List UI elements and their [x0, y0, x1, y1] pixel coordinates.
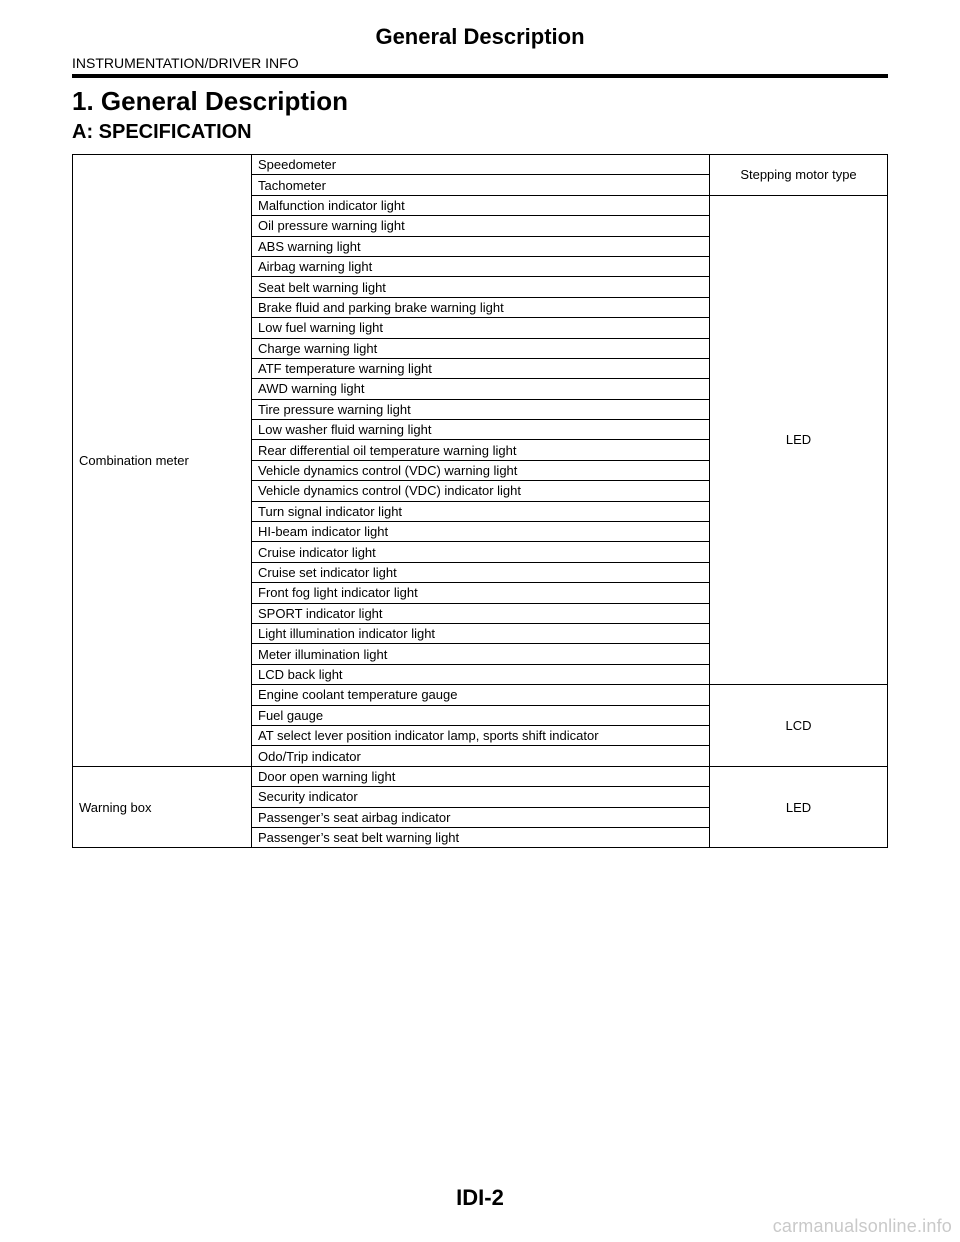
item-cell: Rear differential oil temperature warning light [252, 440, 710, 460]
type-cell: LED [710, 195, 888, 684]
item-cell: Security indicator [252, 787, 710, 807]
item-cell: Front fog light indicator light [252, 583, 710, 603]
item-cell: Vehicle dynamics control (VDC) warning light [252, 460, 710, 480]
item-cell: Malfunction indicator light [252, 195, 710, 215]
item-cell: Oil pressure warning light [252, 216, 710, 236]
watermark: carmanualsonline.info [772, 1216, 952, 1236]
item-cell: Brake fluid and parking brake warning light [252, 297, 710, 317]
item-cell: Seat belt warning light [252, 277, 710, 297]
item-cell: Door open warning light [252, 766, 710, 786]
item-cell: HI-beam indicator light [252, 522, 710, 542]
item-cell: Meter illumination light [252, 644, 710, 664]
section-heading: 1. General Description [72, 86, 348, 116]
table-row [73, 155, 888, 175]
item-cell: LCD back light [252, 664, 710, 684]
item-cell: Airbag warning light [252, 256, 710, 276]
page-header-title: General Description [375, 24, 585, 49]
item-cell: Vehicle dynamics control (VDC) indicator light [252, 481, 710, 501]
header-rule [72, 74, 888, 78]
item-cell: ABS warning light [252, 236, 710, 256]
item-cell: Speedometer [252, 155, 710, 175]
component-group-cell: Combination meter [73, 155, 252, 767]
page-header-section: INSTRUMENTATION/DRIVER INFO [72, 55, 299, 71]
item-cell: Charge warning light [252, 338, 710, 358]
item-cell: Cruise indicator light [252, 542, 710, 562]
item-cell: Light illumination indicator light [252, 623, 710, 643]
subsection-heading: A: SPECIFICATION [72, 121, 252, 143]
item-cell: Tachometer [252, 175, 710, 195]
item-cell: ATF temperature warning light [252, 358, 710, 378]
type-cell: LED [710, 766, 888, 848]
component-group-cell: Warning box [73, 766, 252, 848]
item-cell: Low fuel warning light [252, 318, 710, 338]
type-cell: LCD [710, 685, 888, 767]
item-cell: Low washer fluid warning light [252, 420, 710, 440]
item-cell: Passenger’s seat belt warning light [252, 827, 710, 847]
type-cell: Stepping motor type [710, 155, 888, 196]
item-cell: AT select lever position indicator lamp, sports shift indicator [252, 725, 710, 745]
item-cell: Engine coolant temperature gauge [252, 685, 710, 705]
page-number: IDI-2 [456, 1185, 504, 1210]
item-cell: Passenger’s seat airbag indicator [252, 807, 710, 827]
item-cell: Tire pressure warning light [252, 399, 710, 419]
item-cell: SPORT indicator light [252, 603, 710, 623]
item-cell: Turn signal indicator light [252, 501, 710, 521]
item-cell: AWD warning light [252, 379, 710, 399]
table-row [73, 766, 888, 786]
specification-table [72, 154, 888, 848]
item-cell: Fuel gauge [252, 705, 710, 725]
item-cell: Cruise set indicator light [252, 562, 710, 582]
item-cell: Odo/Trip indicator [252, 746, 710, 766]
